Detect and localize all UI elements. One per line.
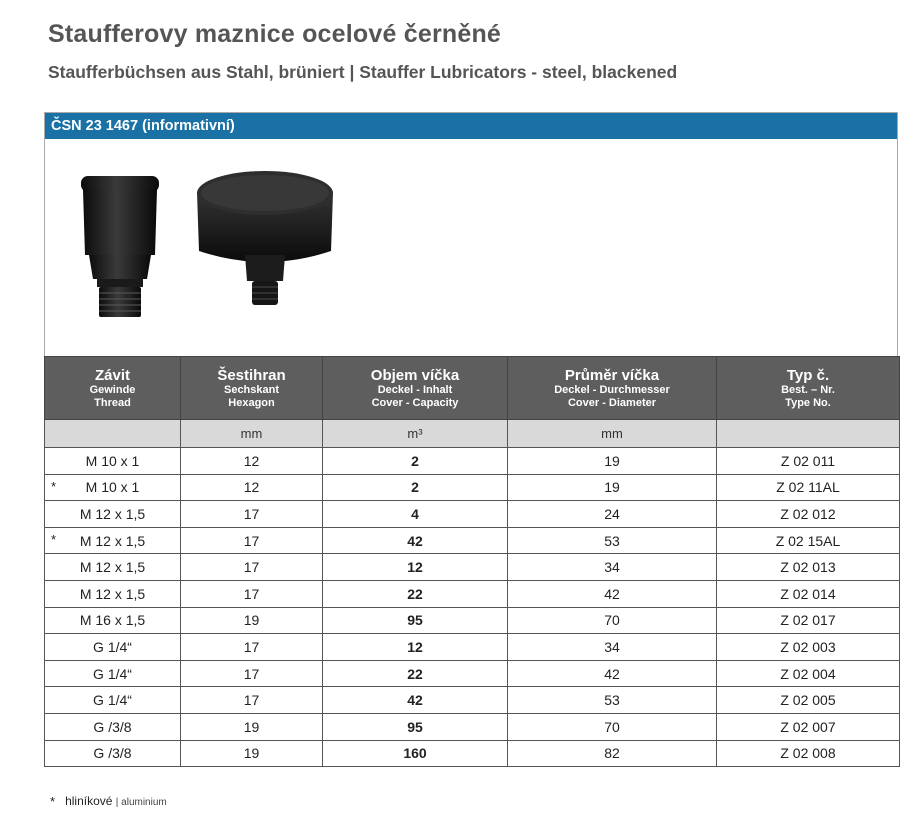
table-row — [45, 660, 900, 687]
thread-label: G 1/4“ — [93, 665, 132, 682]
thread-cell — [45, 474, 181, 501]
capacity-cell: 22 — [323, 580, 508, 607]
thread-cell — [45, 713, 181, 740]
type-cell: Z 02 017 — [717, 607, 900, 634]
thread-cell — [45, 634, 181, 661]
unit-cell — [717, 420, 900, 448]
thread-label: M 10 x 1 — [85, 452, 140, 469]
table-row — [45, 527, 900, 554]
unit-cell: mm — [181, 420, 323, 448]
footnote-text: hliníkové — [65, 794, 113, 808]
diameter-cell: 82 — [508, 740, 717, 767]
thread-cell — [45, 660, 181, 687]
diameter-cell: 70 — [508, 713, 717, 740]
type-cell: Z 02 003 — [717, 634, 900, 661]
thread-cell — [45, 740, 181, 767]
hexagon-cell: 17 — [181, 634, 323, 661]
diameter-cell: 42 — [508, 660, 717, 687]
hexagon-cell: 19 — [181, 607, 323, 634]
column-header-type: Typ č. Best. – Nr. Type No. — [717, 357, 900, 420]
footnote-translation: | aluminium — [115, 797, 167, 808]
column-header-thread: Závit Gewinde Thread — [45, 357, 181, 420]
table-row — [45, 740, 900, 767]
thread-label: M 12 x 1,5 — [79, 585, 146, 602]
thread-label: G /3/8 — [93, 745, 132, 762]
thread-cell — [45, 527, 181, 554]
type-cell: Z 02 011 — [717, 448, 900, 475]
thread-label: G 1/4“ — [93, 692, 132, 709]
diameter-cell: 53 — [508, 527, 717, 554]
type-cell: Z 02 007 — [717, 713, 900, 740]
type-cell: Z 02 008 — [717, 740, 900, 767]
table-row — [45, 713, 900, 740]
hexagon-cell: 17 — [181, 501, 323, 528]
thread-cell — [45, 448, 181, 475]
table-row — [45, 554, 900, 581]
page-title: Staufferovy maznice ocelové černěné — [48, 20, 502, 48]
units-row — [45, 420, 900, 448]
thread-label: M 16 x 1,5 — [79, 612, 146, 629]
diameter-cell: 34 — [508, 634, 717, 661]
hexagon-cell: 19 — [181, 740, 323, 767]
hexagon-cell: 12 — [181, 474, 323, 501]
thread-cell — [45, 607, 181, 634]
hexagon-cell: 17 — [181, 580, 323, 607]
capacity-cell: 95 — [323, 713, 508, 740]
thread-label: G 1/4“ — [93, 638, 132, 655]
hexagon-cell: 17 — [181, 554, 323, 581]
unit-cell: m³ — [323, 420, 508, 448]
type-cell: Z 02 004 — [717, 660, 900, 687]
diameter-cell: 70 — [508, 607, 717, 634]
standard-band: ČSN 23 1467 (informativní) — [45, 113, 897, 139]
capacity-cell: 22 — [323, 660, 508, 687]
hexagon-cell: 17 — [181, 660, 323, 687]
diameter-cell: 24 — [508, 501, 717, 528]
type-cell: Z 02 014 — [717, 580, 900, 607]
hexagon-cell: 17 — [181, 527, 323, 554]
diameter-cell: 34 — [508, 554, 717, 581]
capacity-cell: 160 — [323, 740, 508, 767]
thread-cell — [45, 580, 181, 607]
type-cell: Z 02 11AL — [717, 474, 900, 501]
diameter-cell: 19 — [508, 474, 717, 501]
capacity-cell: 95 — [323, 607, 508, 634]
diameter-cell: 42 — [508, 580, 717, 607]
thread-cell — [45, 687, 181, 714]
thread-label: M 12 x 1,5 — [79, 559, 146, 576]
capacity-cell: 2 — [323, 474, 508, 501]
small-lubricator-icon — [81, 176, 159, 317]
thread-label: M 12 x 1,5 — [79, 532, 146, 549]
diameter-cell: 19 — [508, 448, 717, 475]
capacity-cell: 4 — [323, 501, 508, 528]
table-header-row — [45, 357, 900, 420]
large-lubricator-icon — [197, 171, 333, 305]
table-row — [45, 634, 900, 661]
table-row — [45, 580, 900, 607]
capacity-cell: 2 — [323, 448, 508, 475]
table-row — [45, 687, 900, 714]
type-cell: Z 02 005 — [717, 687, 900, 714]
product-image-panel — [44, 112, 898, 356]
thread-label: M 12 x 1,5 — [79, 505, 146, 522]
table-row — [45, 607, 900, 634]
diameter-cell: 53 — [508, 687, 717, 714]
table-row — [45, 501, 900, 528]
footnote — [50, 794, 167, 809]
type-cell: Z 02 013 — [717, 554, 900, 581]
capacity-cell: 42 — [323, 687, 508, 714]
capacity-cell: 12 — [323, 634, 508, 661]
column-header-hexagon: Šestihran Sechskant Hexagon — [181, 357, 323, 420]
thread-cell — [45, 554, 181, 581]
hexagon-cell: 17 — [181, 687, 323, 714]
table-row — [45, 474, 900, 501]
lubricator-photos — [75, 153, 375, 343]
hexagon-cell: 12 — [181, 448, 323, 475]
column-header-capacity: Objem víčka Deckel - Inhalt Cover - Capacity — [323, 357, 508, 420]
aluminium-mark: * — [51, 478, 57, 494]
hexagon-cell: 19 — [181, 713, 323, 740]
capacity-cell: 42 — [323, 527, 508, 554]
column-header-diameter: Průměr víčka Deckel - Durchmesser Cover - Diameter — [508, 357, 717, 420]
type-cell: Z 02 15AL — [717, 527, 900, 554]
type-cell: Z 02 012 — [717, 501, 900, 528]
aluminium-mark: * — [51, 531, 57, 547]
lubricator-table — [44, 356, 900, 767]
thread-label: G /3/8 — [93, 718, 132, 735]
thread-cell — [45, 501, 181, 528]
unit-cell: mm — [508, 420, 717, 448]
page-subtitle: Staufferbüchsen aus Stahl, brüniert | Stauffer Lubricators - steel, blackened — [48, 62, 678, 82]
table-row — [45, 448, 900, 475]
footnote-mark: * — [50, 794, 56, 810]
unit-cell — [45, 420, 181, 448]
thread-label: M 10 x 1 — [85, 479, 140, 496]
capacity-cell: 12 — [323, 554, 508, 581]
